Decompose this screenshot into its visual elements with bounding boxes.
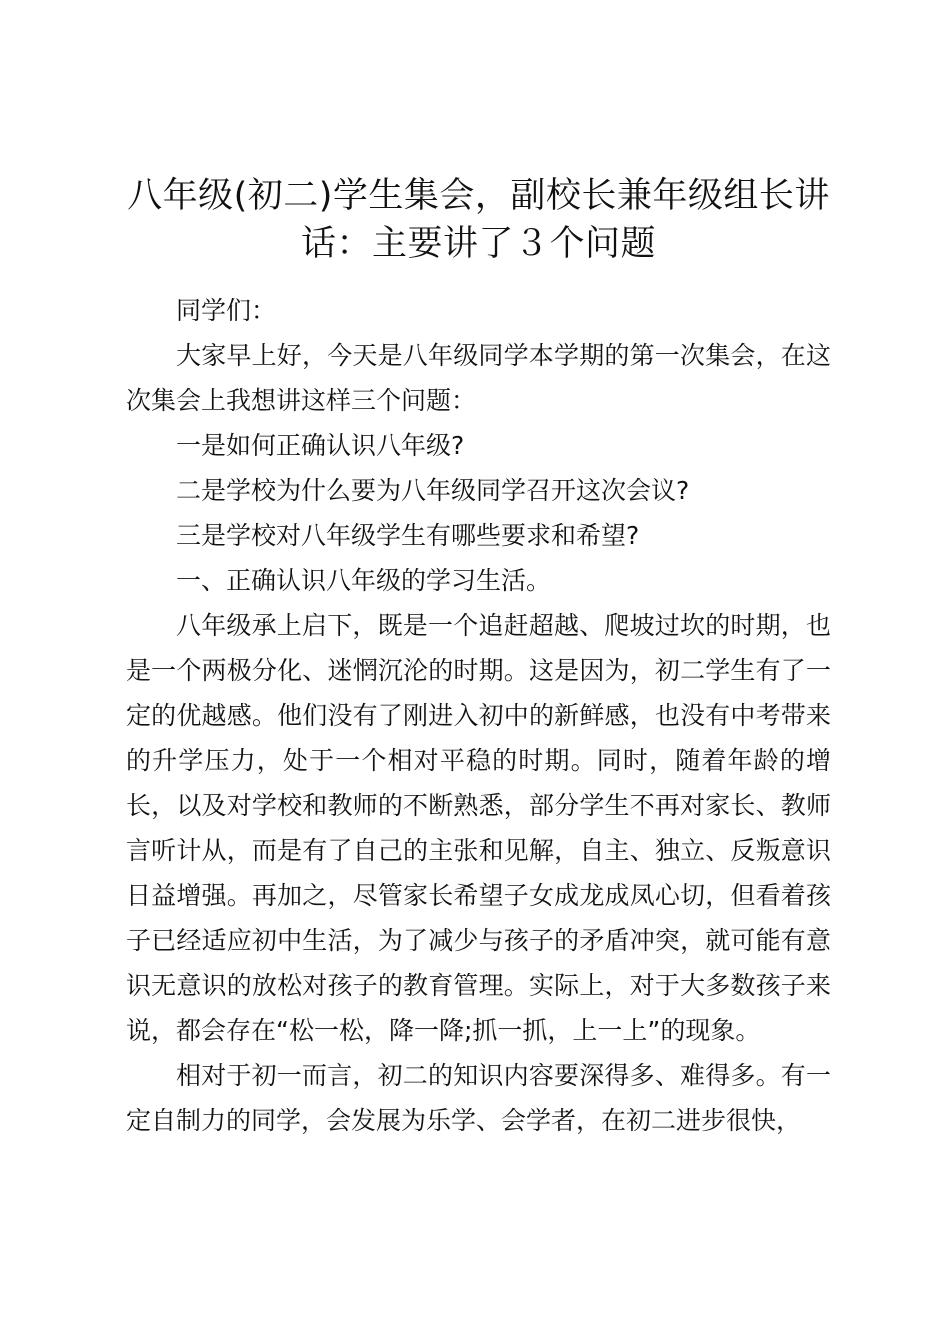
section-heading-1: 一、正确认识八年级的学习生活。 bbox=[176, 566, 552, 595]
paragraph-question-1: 一是如何正确认识八年级? bbox=[176, 431, 465, 460]
document-page bbox=[126, 172, 831, 1143]
paragraph-salutation: 同学们： bbox=[176, 296, 277, 325]
title-line-2: 话：主要讲了３个问题 bbox=[300, 224, 656, 264]
paragraph-question-2: 二是学校为什么要为八年级同学召开这次会议? bbox=[176, 476, 690, 505]
paragraph-body-2: 相对于初一而言，初二的知识内容要深得多、难得多。有一定自制力的同学，会发展为乐学、会学者，在初二进步很快， bbox=[126, 1061, 831, 1135]
paragraph-intro: 大家早上好，今天是八年级同学本学期的第一次集会，在这次集会上我想讲这样三个问题： bbox=[126, 341, 831, 415]
title-line-1: 八年级(初二)学生集会，副校长兼年级组长讲 bbox=[127, 176, 830, 216]
paragraph-body-1: 八年级承上启下，既是一个追赶超越、爬坡过坎的时期，也是一个两极分化、迷惘沉沦的时期。这是因为，初二学生有了一定的优越感。他们没有了刚进入初中的新鲜感，也没有中考带来的升学压力，处于一个相对平稳的时期。同时，随着年龄的增长，以及对学校和教师的不断熟悉，部分学生不再对家长、教师言听计从，而是有了自己的主张和见解，自主、独立、反叛意识日益增强。再加之，尽管家长希望子女成龙成凤心切，但看着孩子已经适应初中生活，为了减少与孩子的矛盾冲突，就可能有意识无意识的放松对孩子的教育管理。实际上，对于大多数孩子来说，都会存在“松一松，降一降;抓一抓，上一上”的现象。 bbox=[126, 611, 831, 1045]
document-title bbox=[126, 172, 831, 268]
paragraph-question-3: 三是学校对八年级学生有哪些要求和希望? bbox=[176, 521, 640, 550]
